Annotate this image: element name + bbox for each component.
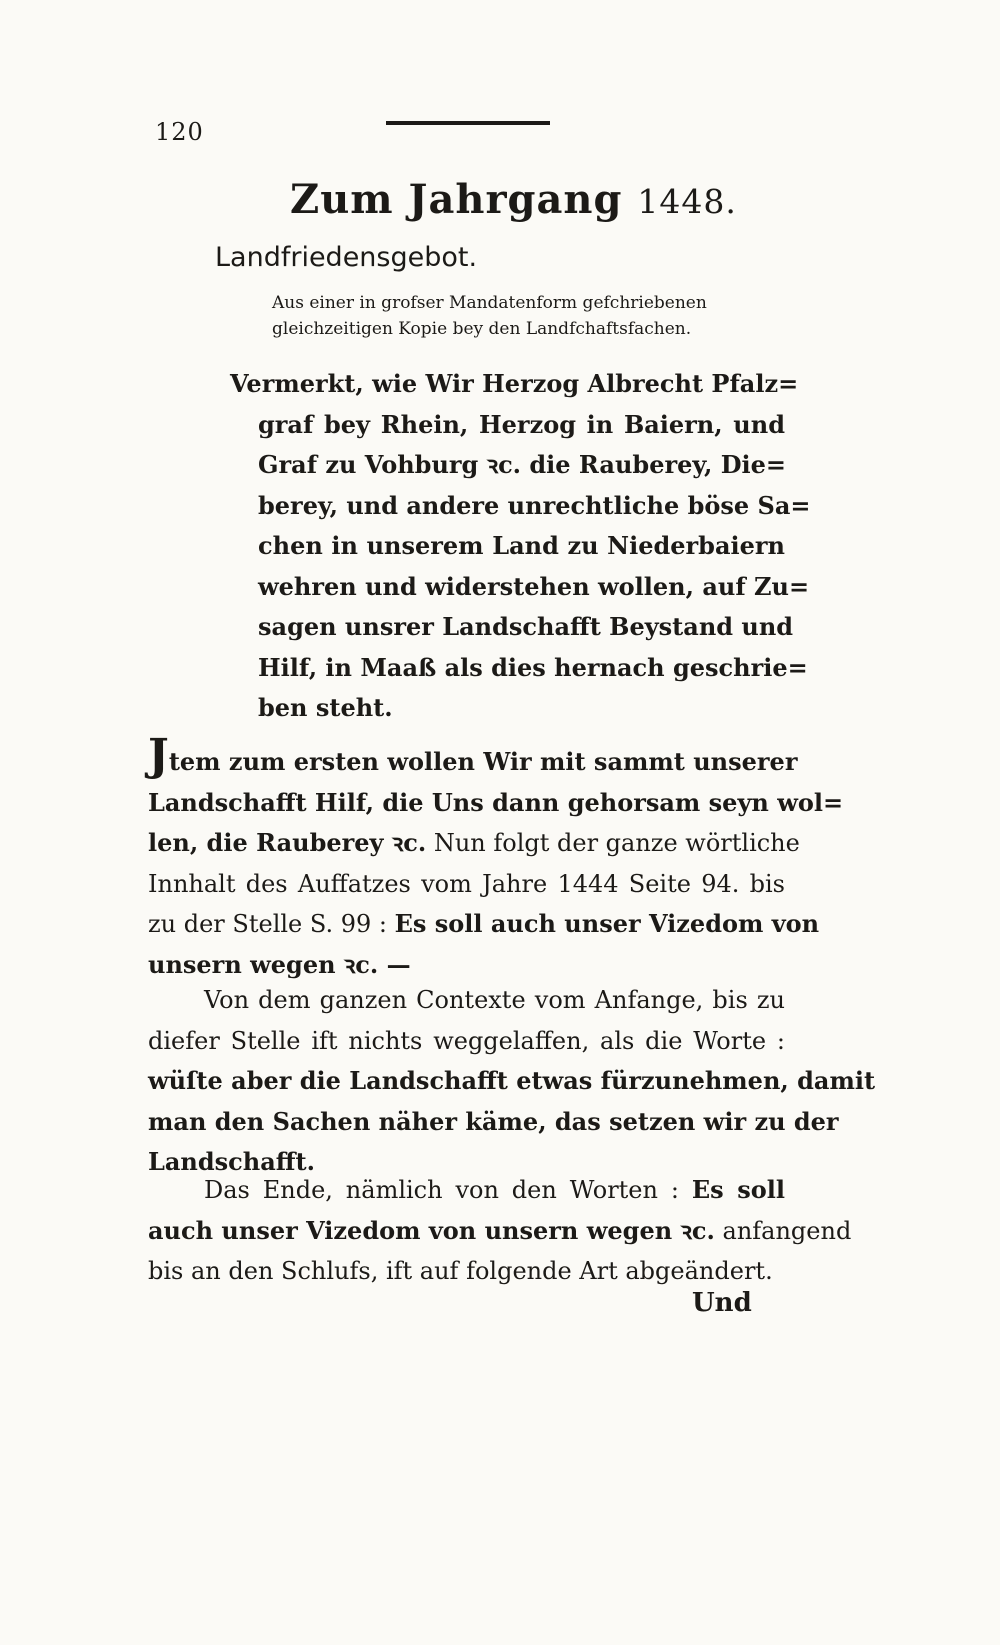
text-line: man den Sachen näher käme, das setzen wir zu der [148,1106,839,1136]
fraktur-run: auch unser Vizedom von unsern wegen ꝛc. [148,1215,715,1245]
paragraph-proclamation [230,364,811,729]
text-line: sagen unsrer Landschafft Beystand und [258,612,794,641]
roman-run: Das Ende, nämlich von den Worten : [204,1176,692,1204]
paragraph-item [148,730,844,985]
section-subtitle: Landfriedensgebot. [215,242,478,273]
fraktur-run: Es soll auch unser Vizedom von [394,909,820,938]
text-line: Graf zu Vohburg ꝛc. die Rauberey, Die= [258,450,787,479]
text-line: Von dem ganzen Contexte vom Anfange, bis zu [204,986,785,1014]
text-line: chen in unserem Land zu Niederbaiern [258,531,785,560]
text-line: diefer Stelle ift nichts weggelaffen, als die Worte : [148,1026,785,1055]
title-text: Zum Jahrgang [290,176,623,223]
text-line [148,1211,852,1252]
page-number: 120 [155,118,204,146]
roman-run: Nun folgt der ganze wörtliche [426,829,800,857]
title-year: 1448. [637,182,737,221]
line-text: tem zum ersten wollen Wir mit sammt unserer [168,747,798,776]
page-title [290,176,737,223]
text-line: Vermerkt, wie Wir Herzog Albrecht Pfalz= [230,369,799,398]
paragraph-ending [148,1170,852,1292]
text-line: bis an den Schlufs, ift auf folgende Art abgeändert. [148,1257,773,1285]
text-line: wüſte aber die Landschafft etwas fürzunehmen, damit [148,1066,876,1095]
text-line: wehren und widerstehen wollen, auf Zu= [258,571,810,601]
text-line: Landschafft Hilf, die Uns dann gehorsam seyn wol= [148,787,844,817]
text-line [148,1170,785,1211]
fraktur-run: len, die Rauberey ꝛc. [148,828,427,857]
text-line: berey, und andere unrechtliche böse Sa= [258,490,811,520]
drop-cap: J [148,730,169,781]
paragraph-note [148,980,876,1183]
source-note [272,290,777,342]
source-line-1: Aus einer in grofser Mandatenform gefchriebenen [272,293,707,313]
text-line: Hilf, in Maaß als dies hernach geschrie= [258,652,808,682]
text-line [148,904,820,945]
text-line: unsern wegen ꝛc. — [148,949,411,979]
text-line: ben steht. [258,693,393,722]
text-line [148,730,798,783]
roman-run: anfangend [714,1216,852,1245]
text-line: Innhalt des Auffatzes vom Jahre 1444 Seite 94. bis [148,869,785,898]
text-line: graf bey Rhein, Herzog in Baiern, und [258,409,785,439]
roman-run: zu der Stelle S. 99 : [148,910,395,938]
fraktur-run: Es soll [691,1175,785,1204]
header-rule [386,121,550,125]
text-line [148,823,800,864]
source-line-2: gleichzeitigen Kopie bey den Landfchaftsfachen. [272,319,692,339]
text-line: Landschafft. [148,1147,315,1176]
catchword: Und [692,1288,752,1318]
